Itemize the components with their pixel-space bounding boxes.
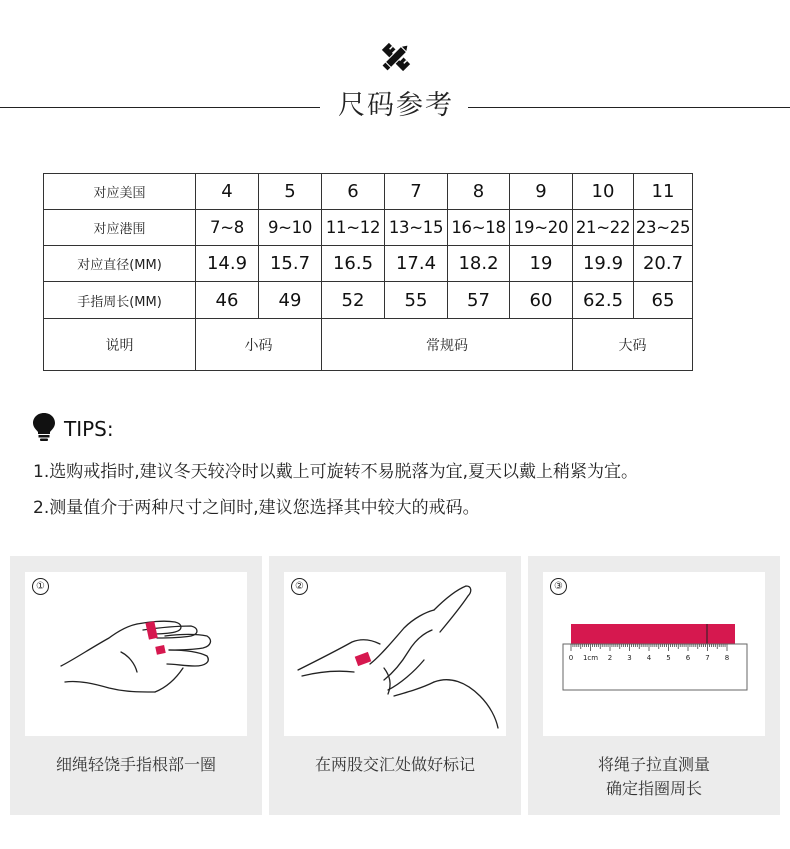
table-cell: 6 bbox=[322, 174, 385, 210]
ruler-label: 5 bbox=[666, 654, 671, 662]
size-group-regular: 常规码 bbox=[322, 319, 573, 371]
step-card bbox=[528, 556, 780, 815]
table-row-circumference bbox=[44, 282, 693, 319]
row-label: 对应直径(MM) bbox=[44, 246, 196, 282]
table-cell: 60 bbox=[510, 282, 573, 319]
tips-title: TIPS: bbox=[64, 417, 114, 441]
table-cell: 19 bbox=[510, 246, 573, 282]
lightbulb-icon bbox=[32, 412, 56, 442]
size-group-small: 小码 bbox=[196, 319, 322, 371]
step-illustration bbox=[25, 572, 247, 736]
table-cell: 18.2 bbox=[448, 246, 510, 282]
step-number: ① bbox=[32, 578, 49, 595]
ruler-label: 1cm bbox=[582, 654, 599, 662]
table-cell: 13~15 bbox=[385, 210, 448, 246]
table-cell: 62.5 bbox=[573, 282, 634, 319]
table-cell: 46 bbox=[196, 282, 259, 319]
table-cell: 11~12 bbox=[322, 210, 385, 246]
step-card bbox=[269, 556, 521, 815]
hand-wrapping-string-illustration bbox=[25, 572, 247, 736]
ruler-pencil-icon bbox=[377, 38, 415, 76]
row-label: 对应港围 bbox=[44, 210, 196, 246]
page-title: 尺码参考 bbox=[338, 90, 454, 121]
table-cell: 57 bbox=[448, 282, 510, 319]
table-row-hk-size bbox=[44, 210, 693, 246]
table-cell: 16~18 bbox=[448, 210, 510, 246]
table-row-us-size bbox=[44, 174, 693, 210]
ruler-label: 6 bbox=[685, 654, 691, 662]
table-cell: 8 bbox=[448, 174, 510, 210]
table-cell: 7 bbox=[385, 174, 448, 210]
ruler-label: 7 bbox=[705, 654, 710, 662]
table-cell: 14.9 bbox=[196, 246, 259, 282]
table-cell: 15.7 bbox=[259, 246, 322, 282]
ruler-label: 0 bbox=[568, 654, 574, 662]
header-divider-right bbox=[468, 107, 790, 108]
table-cell: 16.5 bbox=[322, 246, 385, 282]
step-number: ③ bbox=[550, 578, 567, 595]
step-caption-line: 确定指圈周长 bbox=[605, 779, 702, 798]
row-label: 手指周长(MM) bbox=[44, 282, 196, 319]
table-cell: 7~8 bbox=[196, 210, 259, 246]
table-row-note bbox=[44, 319, 693, 371]
table-cell: 19.9 bbox=[573, 246, 634, 282]
table-cell: 17.4 bbox=[385, 246, 448, 282]
tip-line: 1.选购戒指时,建议冬天较冷时以戴上可旋转不易脱落为宜,夏天以戴上稍紧为宜。 bbox=[33, 462, 639, 482]
step-illustration bbox=[543, 572, 765, 736]
table-cell: 49 bbox=[259, 282, 322, 319]
ruler-label: 4 bbox=[646, 654, 652, 662]
table-cell: 9~10 bbox=[259, 210, 322, 246]
ruler-label: 3 bbox=[627, 654, 632, 662]
step-caption: 在两股交汇处做好标记 bbox=[314, 755, 475, 774]
table-cell: 5 bbox=[259, 174, 322, 210]
table-cell: 10 bbox=[573, 174, 634, 210]
ruler-label: 8 bbox=[724, 654, 730, 662]
marking-with-pen-illustration bbox=[284, 572, 506, 736]
table-cell: 23~25 bbox=[634, 210, 693, 246]
table-row-diameter bbox=[44, 246, 693, 282]
table-cell: 21~22 bbox=[573, 210, 634, 246]
step-number: ② bbox=[291, 578, 308, 595]
size-table bbox=[43, 173, 693, 371]
ruler-label: 2 bbox=[607, 654, 613, 662]
table-cell: 4 bbox=[196, 174, 259, 210]
step-card bbox=[10, 556, 262, 815]
table-cell: 55 bbox=[385, 282, 448, 319]
step-illustration bbox=[284, 572, 506, 736]
size-group-large: 大码 bbox=[573, 319, 693, 371]
table-cell: 11 bbox=[634, 174, 693, 210]
header-divider-left bbox=[0, 107, 320, 108]
table-cell: 52 bbox=[322, 282, 385, 319]
table-cell: 19~20 bbox=[510, 210, 573, 246]
table-cell: 65 bbox=[634, 282, 693, 319]
step-caption-line: 将绳子拉直测量 bbox=[597, 755, 710, 774]
row-label: 对应美国 bbox=[44, 174, 196, 210]
row-label: 说明 bbox=[44, 319, 196, 371]
step-caption: 细绳轻饶手指根部一圈 bbox=[55, 755, 216, 774]
ruler-measuring-illustration bbox=[543, 572, 765, 736]
table-cell: 9 bbox=[510, 174, 573, 210]
tip-line: 2.测量值介于两种尺寸之间时,建议您选择其中较大的戒码。 bbox=[33, 498, 480, 518]
table-cell: 20.7 bbox=[634, 246, 693, 282]
